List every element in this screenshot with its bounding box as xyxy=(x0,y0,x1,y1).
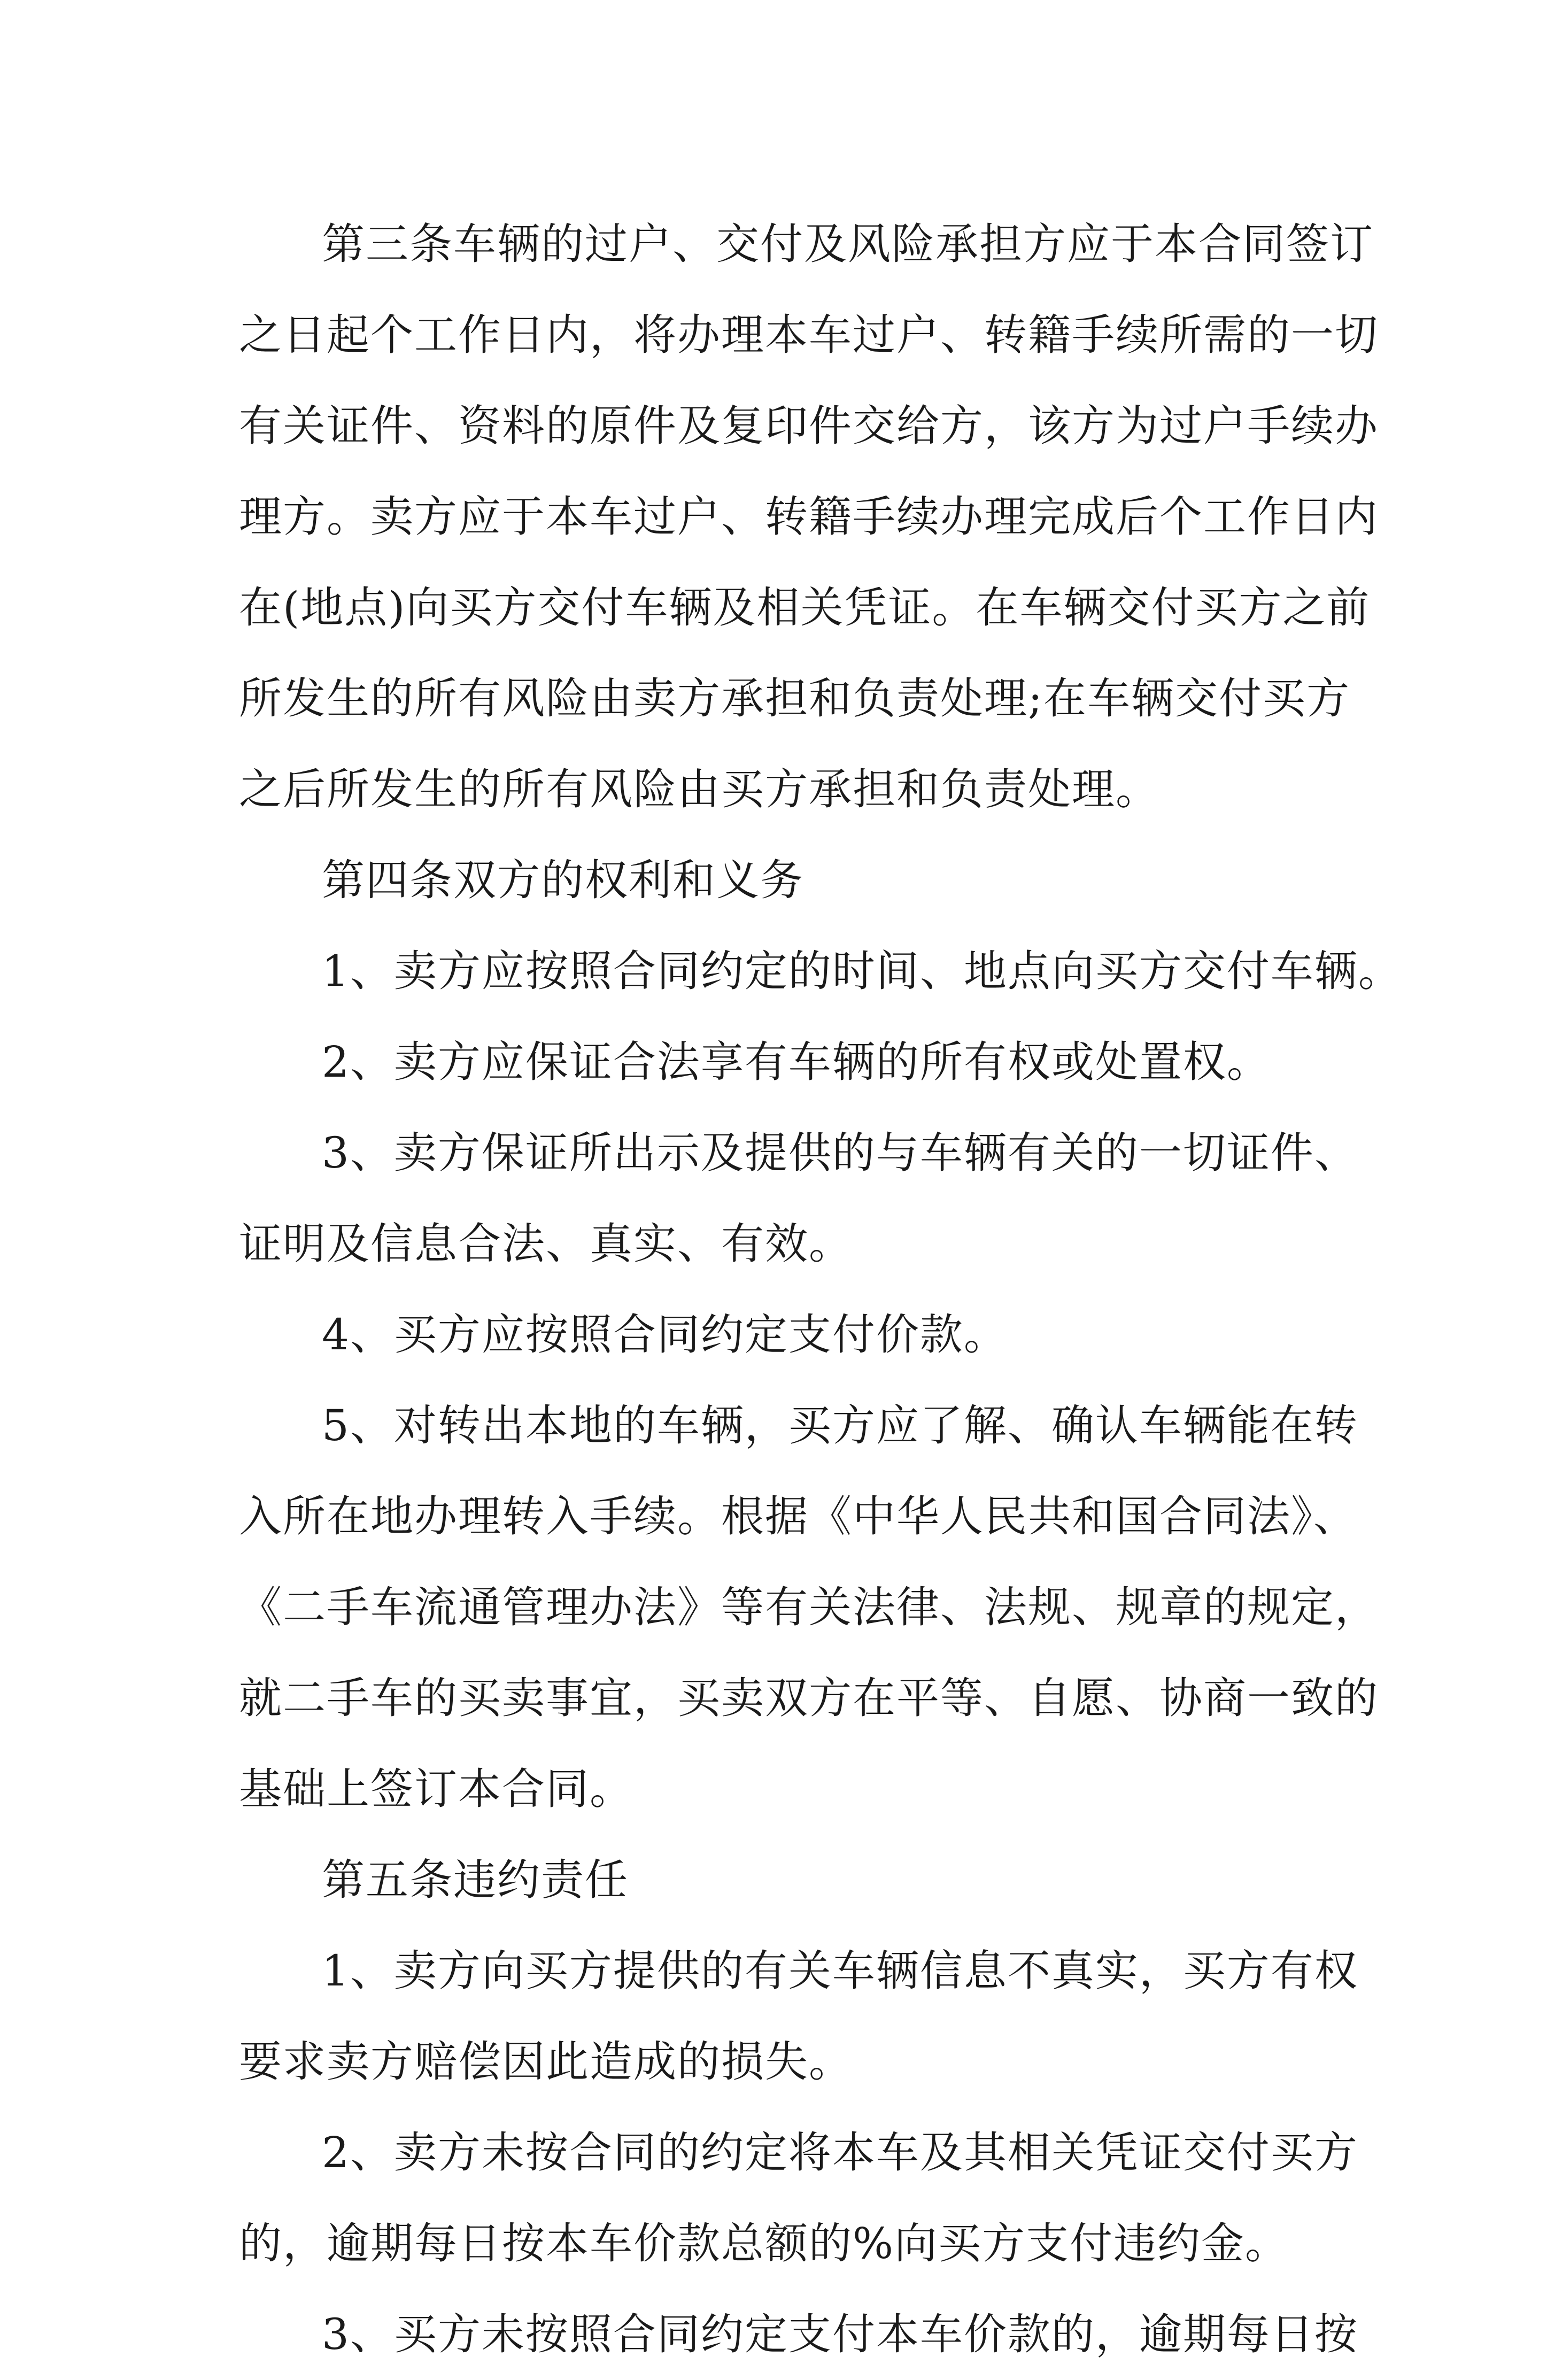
clause-4-5 xyxy=(239,1380,1379,1835)
clause-5-1 xyxy=(239,1926,1358,2107)
text-line: 就二手车的买卖事宜，买卖双方在平等、自愿、协商一致的 xyxy=(239,1673,1379,1723)
text-line: 之后所发生的所有风险由买方承担和负责处理。 xyxy=(239,764,1159,814)
section-heading: 第五条违约责任 xyxy=(322,1855,629,1905)
clause-5-2 xyxy=(239,2107,1358,2289)
text-line: 有关证件、资料的原件及复印件交给方，该方为过户手续办 xyxy=(239,401,1379,451)
text-line: 5、对转出本地的车辆，买方应了解、确认车辆能在转 xyxy=(322,1401,1358,1450)
document-body xyxy=(239,199,1402,2380)
heading-article-4 xyxy=(239,835,1308,926)
clause-4-2 xyxy=(239,1017,1308,1108)
text-line: 第三条车辆的过户、交付及风险承担方应于本合同签订 xyxy=(322,219,1374,269)
text-line: 1、卖方应按照合同约定的时间、地点向买方交付车辆。 xyxy=(322,946,1402,996)
text-line: 3、卖方保证所出示及提供的与车辆有关的一切证件、 xyxy=(322,1128,1358,1178)
text-line: 入所在地办理转入手续。根据《中华人民共和国合同法》、 xyxy=(239,1492,1357,1541)
clause-4-3 xyxy=(239,1108,1358,1289)
text-line: 基础上签订本合同。 xyxy=(239,1764,633,1814)
text-line: 《二手车流通管理办法》等有关法律、法规、规章的规定， xyxy=(239,1582,1379,1632)
text-line: 3、买方未按照合同约定支付本车价款的，逾期每日按 xyxy=(322,2309,1358,2359)
text-line: 2、卖方应保证合法享有车辆的所有权或处置权。 xyxy=(322,1037,1271,1087)
heading-article-5 xyxy=(239,1835,1308,1926)
clause-4-1 xyxy=(239,926,1402,1017)
text-line: 4、买方应按照合同约定支付价款。 xyxy=(322,1310,1008,1359)
clause-5-3 xyxy=(239,2289,1358,2380)
text-line: 之日起个工作日内，将办理本车过户、转籍手续所需的一切 xyxy=(239,310,1379,360)
text-line: 证明及信息合法、真实、有效。 xyxy=(239,1219,853,1269)
text-line: 在(地点)向买方交付车辆及相关凭证。在车辆交付买方之前 xyxy=(239,583,1371,632)
clause-4-4 xyxy=(239,1289,1308,1380)
text-line: 所发生的所有风险由卖方承担和负责处理;在车辆交付买方 xyxy=(239,674,1350,723)
paragraph-article-3 xyxy=(239,199,1379,835)
text-line: 2、卖方未按合同的约定将本车及其相关凭证交付买方 xyxy=(322,2128,1358,2177)
text-line: 1、卖方向买方提供的有关车辆信息不真实，买方有权 xyxy=(322,1946,1358,1996)
text-line: 要求卖方赔偿因此造成的损失。 xyxy=(239,2037,853,2087)
text-line: 的，逾期每日按本车价款总额的%向买方支付违约金。 xyxy=(239,2219,1289,2268)
text-line: 理方。卖方应于本车过户、转籍手续办理完成后个工作日内 xyxy=(239,492,1379,542)
section-heading: 第四条双方的权利和义务 xyxy=(322,855,804,905)
